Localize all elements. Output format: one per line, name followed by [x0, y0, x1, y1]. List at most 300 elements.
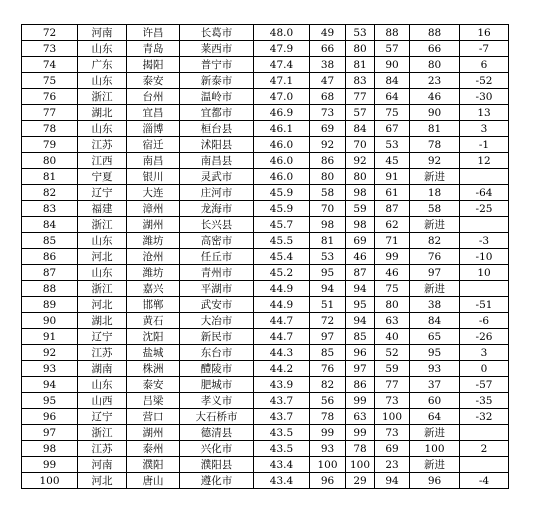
- rank-change-cell: 10: [460, 265, 509, 281]
- score-cell: 46.0: [254, 153, 310, 169]
- rank-cell: 95: [22, 393, 78, 409]
- county-cell: 孝义市: [180, 393, 254, 409]
- index-b-cell: 99: [346, 425, 375, 441]
- index-c-cell: 53: [375, 137, 410, 153]
- score-cell: 46.1: [254, 121, 310, 137]
- county-cell: 大石桥市: [180, 409, 254, 425]
- index-a-cell: 81: [310, 233, 346, 249]
- index-b-cell: 57: [346, 105, 375, 121]
- rank-change-cell: -30: [460, 89, 509, 105]
- index-c-cell: 73: [375, 425, 410, 441]
- score-cell: 44.7: [254, 313, 310, 329]
- index-c-cell: 88: [375, 25, 410, 41]
- table-row: [22, 25, 509, 41]
- index-a-cell: 58: [310, 185, 346, 201]
- rank-cell: 74: [22, 57, 78, 73]
- index-b-cell: 87: [346, 265, 375, 281]
- city-cell: 台州: [127, 89, 180, 105]
- score-cell: 47.9: [254, 41, 310, 57]
- table-row: [22, 441, 509, 457]
- index-b-cell: 59: [346, 201, 375, 217]
- rank-cell: 81: [22, 169, 78, 185]
- rank-change-cell: 2: [460, 441, 509, 457]
- previous-rank-cell: 新进: [410, 281, 460, 297]
- index-b-cell: 80: [346, 169, 375, 185]
- city-cell: 宿迁: [127, 137, 180, 153]
- province-cell: 江苏: [78, 441, 127, 457]
- previous-rank-cell: 100: [410, 441, 460, 457]
- rank-cell: 89: [22, 297, 78, 313]
- rank-change-cell: 3: [460, 345, 509, 361]
- rank-cell: 96: [22, 409, 78, 425]
- city-cell: 沈阳: [127, 329, 180, 345]
- rank-cell: 83: [22, 201, 78, 217]
- index-c-cell: 62: [375, 217, 410, 233]
- table-row: [22, 265, 509, 281]
- score-cell: 47.0: [254, 89, 310, 105]
- county-cell: 南昌县: [180, 153, 254, 169]
- rank-cell: 84: [22, 217, 78, 233]
- score-cell: 43.5: [254, 441, 310, 457]
- county-cell: 新泰市: [180, 73, 254, 89]
- province-cell: 辽宁: [78, 185, 127, 201]
- index-a-cell: 97: [310, 329, 346, 345]
- city-cell: 吕梁: [127, 393, 180, 409]
- index-c-cell: 71: [375, 233, 410, 249]
- index-c-cell: 77: [375, 377, 410, 393]
- rank-cell: 80: [22, 153, 78, 169]
- city-cell: 泰州: [127, 441, 180, 457]
- table-row: [22, 185, 509, 201]
- table-row: [22, 345, 509, 361]
- score-cell: 44.9: [254, 297, 310, 313]
- index-a-cell: 80: [310, 169, 346, 185]
- county-cell: 青州市: [180, 265, 254, 281]
- previous-rank-cell: 95: [410, 345, 460, 361]
- rank-cell: 75: [22, 73, 78, 89]
- table-row: [22, 281, 509, 297]
- index-a-cell: 85: [310, 345, 346, 361]
- index-b-cell: 53: [346, 25, 375, 41]
- rank-cell: 90: [22, 313, 78, 329]
- index-b-cell: 92: [346, 153, 375, 169]
- table-row: [22, 473, 509, 489]
- rank-change-cell: 0: [460, 361, 509, 377]
- county-cell: 温岭市: [180, 89, 254, 105]
- index-c-cell: 59: [375, 361, 410, 377]
- table-row: [22, 137, 509, 153]
- index-c-cell: 87: [375, 201, 410, 217]
- rank-cell: 92: [22, 345, 78, 361]
- table-row: [22, 105, 509, 121]
- rank-cell: 98: [22, 441, 78, 457]
- rank-cell: 85: [22, 233, 78, 249]
- table-row: [22, 153, 509, 169]
- previous-rank-cell: 64: [410, 409, 460, 425]
- index-b-cell: 94: [346, 313, 375, 329]
- county-cell: 肥城市: [180, 377, 254, 393]
- county-ranking-table: [21, 24, 509, 489]
- index-c-cell: 23: [375, 457, 410, 473]
- previous-rank-cell: 84: [410, 313, 460, 329]
- rank-change-cell: 12: [460, 153, 509, 169]
- county-cell: 醴陵市: [180, 361, 254, 377]
- county-cell: 长兴县: [180, 217, 254, 233]
- county-cell: 庄河市: [180, 185, 254, 201]
- province-cell: 浙江: [78, 89, 127, 105]
- index-b-cell: 46: [346, 249, 375, 265]
- province-cell: 山东: [78, 377, 127, 393]
- index-b-cell: 77: [346, 89, 375, 105]
- score-cell: 45.9: [254, 201, 310, 217]
- index-a-cell: 82: [310, 377, 346, 393]
- rank-cell: 78: [22, 121, 78, 137]
- province-cell: 山东: [78, 121, 127, 137]
- rank-change-cell: -35: [460, 393, 509, 409]
- province-cell: 河北: [78, 473, 127, 489]
- index-a-cell: 99: [310, 425, 346, 441]
- index-b-cell: 83: [346, 73, 375, 89]
- table-row: [22, 329, 509, 345]
- index-a-cell: 98: [310, 217, 346, 233]
- province-cell: 江苏: [78, 345, 127, 361]
- table-row: [22, 249, 509, 265]
- city-cell: 邯郸: [127, 297, 180, 313]
- score-cell: 45.5: [254, 233, 310, 249]
- rank-change-cell: -52: [460, 73, 509, 89]
- index-c-cell: 80: [375, 297, 410, 313]
- index-a-cell: 66: [310, 41, 346, 57]
- county-cell: 龙海市: [180, 201, 254, 217]
- index-b-cell: 98: [346, 217, 375, 233]
- rank-cell: 94: [22, 377, 78, 393]
- city-cell: 黄石: [127, 313, 180, 329]
- previous-rank-cell: 46: [410, 89, 460, 105]
- rank-change-cell: [460, 457, 509, 473]
- score-cell: 45.4: [254, 249, 310, 265]
- province-cell: 河南: [78, 457, 127, 473]
- city-cell: 湖州: [127, 217, 180, 233]
- index-b-cell: 100: [346, 457, 375, 473]
- index-a-cell: 53: [310, 249, 346, 265]
- index-a-cell: 100: [310, 457, 346, 473]
- county-cell: 德清县: [180, 425, 254, 441]
- previous-rank-cell: 58: [410, 201, 460, 217]
- rank-cell: 79: [22, 137, 78, 153]
- index-a-cell: 93: [310, 441, 346, 457]
- city-cell: 银川: [127, 169, 180, 185]
- previous-rank-cell: 37: [410, 377, 460, 393]
- index-b-cell: 95: [346, 297, 375, 313]
- rank-change-cell: -10: [460, 249, 509, 265]
- score-cell: 47.1: [254, 73, 310, 89]
- rank-change-cell: [460, 425, 509, 441]
- city-cell: 泰安: [127, 377, 180, 393]
- index-a-cell: 69: [310, 121, 346, 137]
- index-b-cell: 85: [346, 329, 375, 345]
- province-cell: 山东: [78, 265, 127, 281]
- rank-cell: 99: [22, 457, 78, 473]
- previous-rank-cell: 60: [410, 393, 460, 409]
- province-cell: 山东: [78, 41, 127, 57]
- province-cell: 山东: [78, 73, 127, 89]
- previous-rank-cell: 76: [410, 249, 460, 265]
- previous-rank-cell: 90: [410, 105, 460, 121]
- index-c-cell: 64: [375, 89, 410, 105]
- previous-rank-cell: 23: [410, 73, 460, 89]
- table-row: [22, 169, 509, 185]
- city-cell: 淄博: [127, 121, 180, 137]
- province-cell: 山西: [78, 393, 127, 409]
- index-c-cell: 46: [375, 265, 410, 281]
- score-cell: 48.0: [254, 25, 310, 41]
- rank-cell: 88: [22, 281, 78, 297]
- score-cell: 45.2: [254, 265, 310, 281]
- index-c-cell: 84: [375, 73, 410, 89]
- score-cell: 43.9: [254, 377, 310, 393]
- index-b-cell: 78: [346, 441, 375, 457]
- previous-rank-cell: 38: [410, 297, 460, 313]
- index-c-cell: 94: [375, 473, 410, 489]
- previous-rank-cell: 80: [410, 57, 460, 73]
- rank-change-cell: [460, 217, 509, 233]
- index-b-cell: 69: [346, 233, 375, 249]
- rank-cell: 76: [22, 89, 78, 105]
- score-cell: 46.0: [254, 137, 310, 153]
- index-a-cell: 68: [310, 89, 346, 105]
- index-a-cell: 94: [310, 281, 346, 297]
- previous-rank-cell: 82: [410, 233, 460, 249]
- city-cell: 宜昌: [127, 105, 180, 121]
- county-cell: 宜都市: [180, 105, 254, 121]
- previous-rank-cell: 新进: [410, 457, 460, 473]
- province-cell: 河北: [78, 249, 127, 265]
- table-row: [22, 457, 509, 473]
- previous-rank-cell: 新进: [410, 217, 460, 233]
- province-cell: 湖北: [78, 105, 127, 121]
- index-a-cell: 70: [310, 201, 346, 217]
- table-row: [22, 409, 509, 425]
- county-cell: 长葛市: [180, 25, 254, 41]
- rank-cell: 87: [22, 265, 78, 281]
- rank-cell: 93: [22, 361, 78, 377]
- score-cell: 43.4: [254, 457, 310, 473]
- rank-change-cell: -4: [460, 473, 509, 489]
- score-cell: 43.7: [254, 393, 310, 409]
- index-c-cell: 57: [375, 41, 410, 57]
- score-cell: 46.0: [254, 169, 310, 185]
- rank-change-cell: -64: [460, 185, 509, 201]
- rank-change-cell: -26: [460, 329, 509, 345]
- score-cell: 47.4: [254, 57, 310, 73]
- previous-rank-cell: 65: [410, 329, 460, 345]
- province-cell: 广东: [78, 57, 127, 73]
- index-b-cell: 94: [346, 281, 375, 297]
- city-cell: 株洲: [127, 361, 180, 377]
- ranking-table-container: [21, 24, 509, 489]
- rank-change-cell: -25: [460, 201, 509, 217]
- county-cell: 大冶市: [180, 313, 254, 329]
- city-cell: 泰安: [127, 73, 180, 89]
- index-a-cell: 92: [310, 137, 346, 153]
- province-cell: 浙江: [78, 281, 127, 297]
- index-b-cell: 97: [346, 361, 375, 377]
- rank-change-cell: -7: [460, 41, 509, 57]
- index-c-cell: 67: [375, 121, 410, 137]
- county-cell: 濮阳县: [180, 457, 254, 473]
- county-cell: 东台市: [180, 345, 254, 361]
- rank-cell: 86: [22, 249, 78, 265]
- county-cell: 遵化市: [180, 473, 254, 489]
- index-b-cell: 86: [346, 377, 375, 393]
- province-cell: 河南: [78, 25, 127, 41]
- index-a-cell: 86: [310, 153, 346, 169]
- county-cell: 平湖市: [180, 281, 254, 297]
- index-a-cell: 47: [310, 73, 346, 89]
- rank-cell: 82: [22, 185, 78, 201]
- index-c-cell: 45: [375, 153, 410, 169]
- index-b-cell: 29: [346, 473, 375, 489]
- city-cell: 濮阳: [127, 457, 180, 473]
- county-cell: 灵武市: [180, 169, 254, 185]
- table-row: [22, 393, 509, 409]
- index-c-cell: 99: [375, 249, 410, 265]
- rank-cell: 100: [22, 473, 78, 489]
- index-a-cell: 78: [310, 409, 346, 425]
- index-a-cell: 76: [310, 361, 346, 377]
- previous-rank-cell: 78: [410, 137, 460, 153]
- county-cell: 任丘市: [180, 249, 254, 265]
- province-cell: 辽宁: [78, 329, 127, 345]
- rank-change-cell: [460, 281, 509, 297]
- city-cell: 营口: [127, 409, 180, 425]
- city-cell: 沧州: [127, 249, 180, 265]
- rank-change-cell: 3: [460, 121, 509, 137]
- previous-rank-cell: 92: [410, 153, 460, 169]
- index-a-cell: 49: [310, 25, 346, 41]
- index-b-cell: 81: [346, 57, 375, 73]
- rank-change-cell: 16: [460, 25, 509, 41]
- province-cell: 江西: [78, 153, 127, 169]
- table-row: [22, 313, 509, 329]
- province-cell: 河北: [78, 297, 127, 313]
- score-cell: 44.2: [254, 361, 310, 377]
- previous-rank-cell: 96: [410, 473, 460, 489]
- index-c-cell: 69: [375, 441, 410, 457]
- rank-cell: 97: [22, 425, 78, 441]
- previous-rank-cell: 18: [410, 185, 460, 201]
- rank-cell: 91: [22, 329, 78, 345]
- table-row: [22, 73, 509, 89]
- city-cell: 揭阳: [127, 57, 180, 73]
- score-cell: 44.9: [254, 281, 310, 297]
- previous-rank-cell: 66: [410, 41, 460, 57]
- index-a-cell: 38: [310, 57, 346, 73]
- rank-cell: 72: [22, 25, 78, 41]
- index-b-cell: 63: [346, 409, 375, 425]
- index-c-cell: 91: [375, 169, 410, 185]
- index-c-cell: 63: [375, 313, 410, 329]
- score-cell: 44.3: [254, 345, 310, 361]
- index-c-cell: 100: [375, 409, 410, 425]
- rank-change-cell: -6: [460, 313, 509, 329]
- county-cell: 普宁市: [180, 57, 254, 73]
- score-cell: 43.7: [254, 409, 310, 425]
- index-c-cell: 61: [375, 185, 410, 201]
- county-cell: 桓台县: [180, 121, 254, 137]
- score-cell: 46.9: [254, 105, 310, 121]
- rank-cell: 73: [22, 41, 78, 57]
- index-a-cell: 96: [310, 473, 346, 489]
- county-cell: 沭阳县: [180, 137, 254, 153]
- province-cell: 浙江: [78, 425, 127, 441]
- rank-change-cell: 13: [460, 105, 509, 121]
- index-a-cell: 73: [310, 105, 346, 121]
- index-b-cell: 84: [346, 121, 375, 137]
- table-row: [22, 201, 509, 217]
- score-cell: 43.4: [254, 473, 310, 489]
- previous-rank-cell: 88: [410, 25, 460, 41]
- previous-rank-cell: 新进: [410, 169, 460, 185]
- rank-change-cell: -32: [460, 409, 509, 425]
- city-cell: 漳州: [127, 201, 180, 217]
- index-c-cell: 75: [375, 105, 410, 121]
- table-row: [22, 297, 509, 313]
- index-b-cell: 96: [346, 345, 375, 361]
- county-cell: 兴化市: [180, 441, 254, 457]
- city-cell: 南昌: [127, 153, 180, 169]
- table-row: [22, 377, 509, 393]
- index-b-cell: 99: [346, 393, 375, 409]
- index-c-cell: 52: [375, 345, 410, 361]
- score-cell: 44.7: [254, 329, 310, 345]
- previous-rank-cell: 93: [410, 361, 460, 377]
- table-row: [22, 425, 509, 441]
- index-a-cell: 51: [310, 297, 346, 313]
- city-cell: 大连: [127, 185, 180, 201]
- province-cell: 辽宁: [78, 409, 127, 425]
- table-row: [22, 57, 509, 73]
- city-cell: 青岛: [127, 41, 180, 57]
- score-cell: 43.5: [254, 425, 310, 441]
- index-b-cell: 80: [346, 41, 375, 57]
- city-cell: 湖州: [127, 425, 180, 441]
- province-cell: 宁夏: [78, 169, 127, 185]
- rank-change-cell: [460, 169, 509, 185]
- county-cell: 莱西市: [180, 41, 254, 57]
- province-cell: 湖北: [78, 313, 127, 329]
- city-cell: 许昌: [127, 25, 180, 41]
- rank-cell: 77: [22, 105, 78, 121]
- province-cell: 浙江: [78, 217, 127, 233]
- index-c-cell: 75: [375, 281, 410, 297]
- county-cell: 新民市: [180, 329, 254, 345]
- index-a-cell: 95: [310, 265, 346, 281]
- index-b-cell: 70: [346, 137, 375, 153]
- table-row: [22, 89, 509, 105]
- rank-change-cell: 6: [460, 57, 509, 73]
- index-b-cell: 98: [346, 185, 375, 201]
- province-cell: 福建: [78, 201, 127, 217]
- previous-rank-cell: 97: [410, 265, 460, 281]
- score-cell: 45.7: [254, 217, 310, 233]
- city-cell: 唐山: [127, 473, 180, 489]
- score-cell: 45.9: [254, 185, 310, 201]
- previous-rank-cell: 新进: [410, 425, 460, 441]
- city-cell: 盐城: [127, 345, 180, 361]
- rank-change-cell: -51: [460, 297, 509, 313]
- city-cell: 潍坊: [127, 265, 180, 281]
